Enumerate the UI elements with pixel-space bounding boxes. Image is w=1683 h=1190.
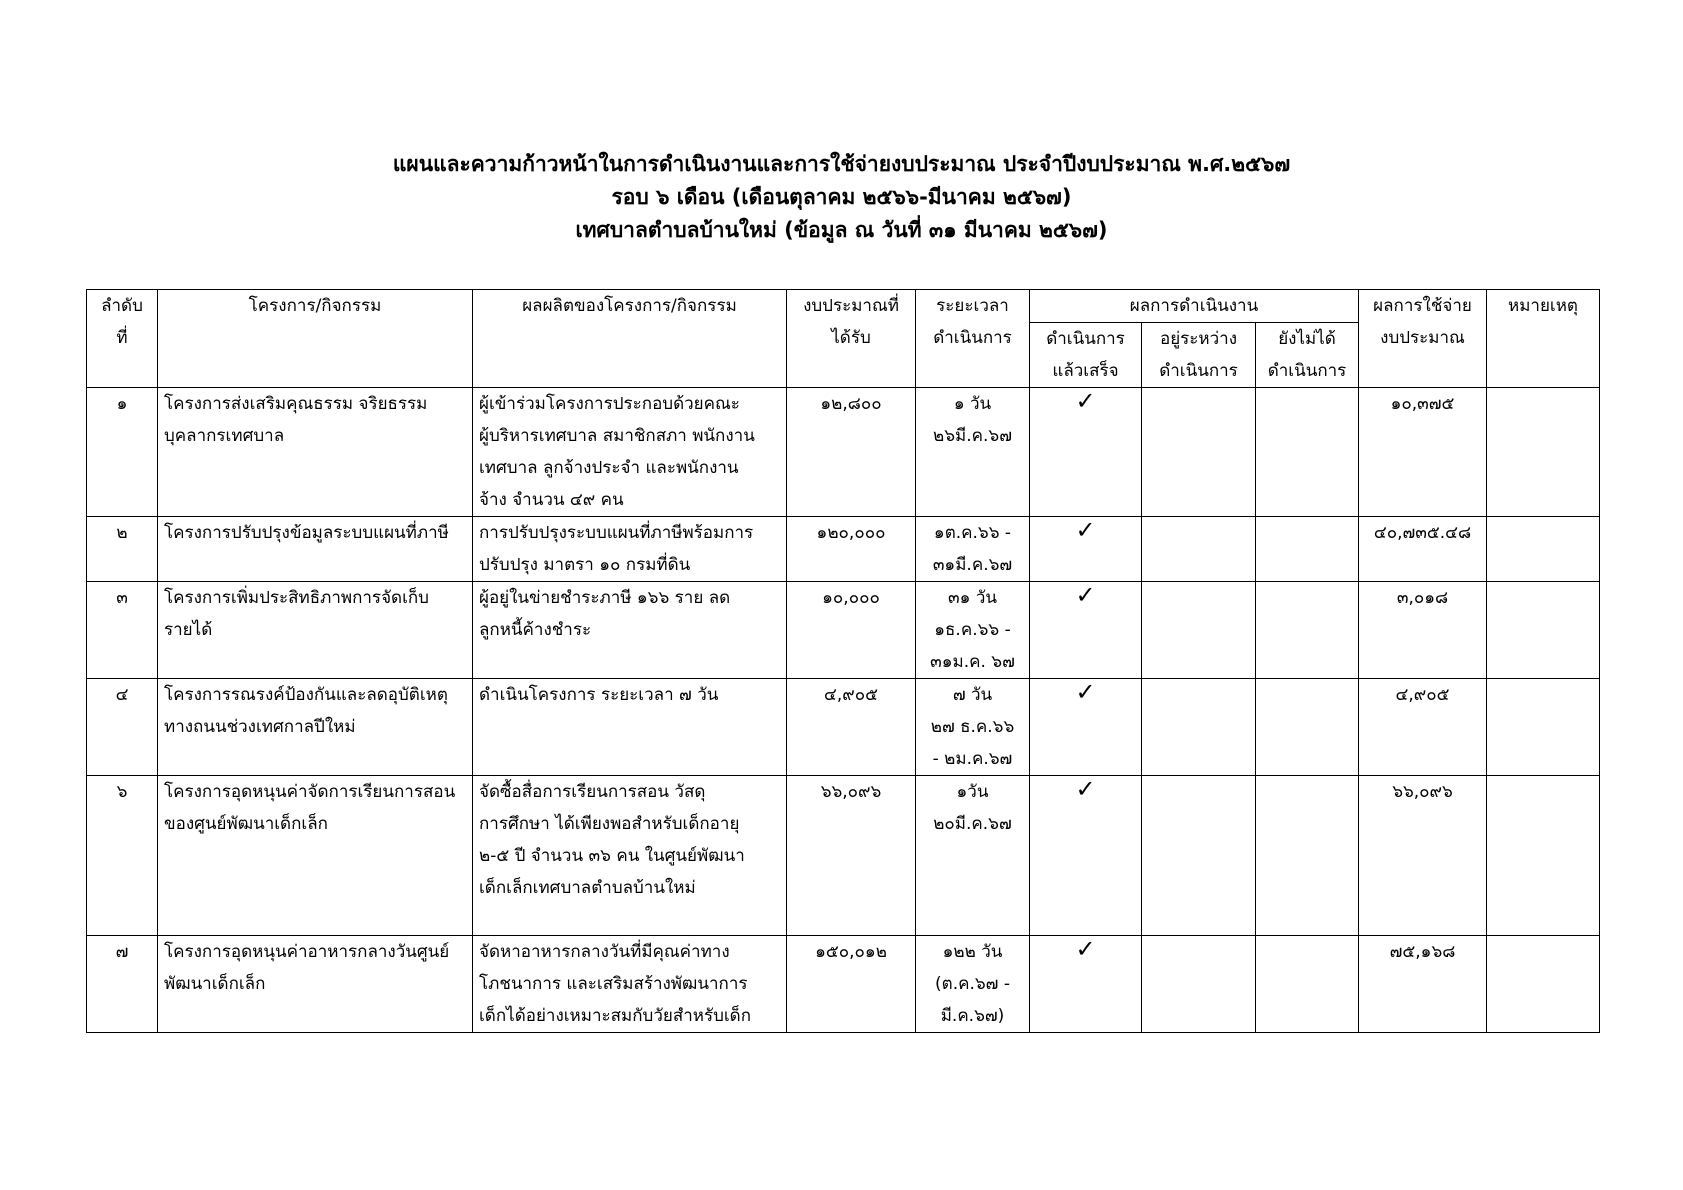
header-done: ดำเนินการ แล้วเสร็จ [1030,323,1142,388]
cell-line: รายได้ [164,620,213,640]
status-in-progress [1142,936,1256,1033]
cell-line: มี.ค.๖๗) [940,1006,1005,1026]
cell-line: พัฒนาเด็กเล็ก [164,974,266,994]
project-name [158,936,473,1033]
table-body [87,388,1600,1033]
check-mark-icon: ✓ [1075,678,1096,706]
cell-line: โภชนาการ และเสริมสร้างพัฒนาการ [479,974,748,994]
check-mark-icon: ✓ [1075,935,1096,963]
status-done [1030,388,1142,517]
remark [1487,679,1600,776]
cell-line: ๒๖มี.ค.๖๗ [933,426,1012,446]
operation-period [916,776,1030,936]
status-in-progress [1142,776,1256,936]
budget-spent: ๗๕,๑๖๘ [1359,936,1487,1033]
budget-received: ๑๕๐,๐๑๒ [787,936,916,1033]
header-output: ผลผลิตของโครงการ/กิจกรรม [473,290,787,388]
table-row [87,582,1600,679]
cell-line: โครงการเพิ่มประสิทธิภาพการจัดเก็บ [164,588,429,608]
project-name [158,776,473,936]
cell-line: ผู้อยู่ในข่ายชำระภาษี ๑๖๖ ราย ลด [479,588,731,608]
cell-line: ลูกหนี้ค้างชำระ [479,620,592,640]
project-output [473,936,787,1033]
table-row [87,936,1600,1033]
cell-line: โครงการอุดหนุนค่าจัดการเรียนการสอน [164,782,456,802]
title-line-3: เทศบาลตำบลบ้านใหม่ (ข้อมูล ณ วันที่ ๓๑ มีนาคม ๒๕๖๗) [575,218,1108,242]
budget-spent: ๔๐,๗๓๕.๔๘ [1359,517,1487,582]
check-mark-icon: ✓ [1075,775,1096,803]
header-no: ลำดับ ที่ [87,290,158,388]
remark [1487,936,1600,1033]
remark [1487,388,1600,517]
status-not-started [1256,936,1359,1033]
document-title [0,148,1683,247]
status-not-started [1256,517,1359,582]
header-result: ผลการดำเนินงาน [1030,290,1359,323]
check-mark-icon: ✓ [1075,387,1096,415]
budget-received: ๑๐,๐๐๐ [787,582,916,679]
progress-table [86,289,1600,1033]
operation-period [916,582,1030,679]
cell-line: ๑วัน [956,782,989,802]
operation-period [916,517,1030,582]
project-output [473,679,787,776]
budget-received: ๖๖,๐๙๖ [787,776,916,936]
status-done [1030,517,1142,582]
cell-line: เด็กได้อย่างเหมาะสมกับวัยสำหรับเด็ก [479,1006,752,1026]
cell-line: จ้าง จำนวน ๔๙ คน [479,490,624,510]
budget-received: ๔,๙๐๕ [787,679,916,776]
cell-line: ดำเนินโครงการ ระยะเวลา ๗ วัน [479,685,719,705]
row-number: ๖ [87,776,158,936]
budget-spent: ๔,๙๐๕ [1359,679,1487,776]
cell-line: จัดซื้อสื่อการเรียนการสอน วัสดุ [479,782,706,802]
header-in-progress: อยู่ระหว่าง ดำเนินการ [1142,323,1256,388]
operation-period [916,388,1030,517]
cell-line: โครงการรณรงค์ป้องกันและลดอุบัติเหตุ [164,685,448,705]
cell-line: ๓๑มี.ค.๖๗ [932,555,1013,575]
cell-line: ๑ วัน [953,394,992,414]
check-mark-icon: ✓ [1075,516,1096,544]
table-row [87,517,1600,582]
cell-line: ปรับปรุง มาตรา ๑๐ กรมที่ดิน [479,555,691,575]
header-budget: งบประมาณที่ ได้รับ [787,290,916,388]
header-remark: หมายเหตุ [1487,290,1600,388]
header-not-started: ยังไม่ได้ ดำเนินการ [1256,323,1359,388]
cell-line: การปรับปรุงระบบแผนที่ภาษีพร้อมการ [479,523,754,543]
project-output [473,776,787,936]
status-in-progress [1142,388,1256,517]
cell-line: จัดหาอาหารกลางวันที่มีคุณค่าทาง [479,942,730,962]
cell-line: ๓๑ วัน [948,588,997,608]
status-not-started [1256,679,1359,776]
row-number: ๓ [87,582,158,679]
cell-line: ของศูนย์พัฒนาเด็กเล็ก [164,814,328,834]
operation-period [916,936,1030,1033]
remark [1487,776,1600,936]
status-done [1030,582,1142,679]
header-period: ระยะเวลา ดำเนินการ [916,290,1030,388]
cell-line: ๓๑ม.ค. ๖๗ [930,652,1015,672]
budget-spent: ๓,๐๑๘ [1359,582,1487,679]
status-in-progress [1142,679,1256,776]
cell-line: ๒๐มี.ค.๖๗ [933,814,1012,834]
cell-line: ๑๒๒ วัน [942,942,1003,962]
status-in-progress [1142,517,1256,582]
budget-spent: ๑๐,๓๗๕ [1359,388,1487,517]
status-not-started [1256,388,1359,517]
header-project: โครงการ/กิจกรรม [158,290,473,388]
title-line-1: แผนและความก้าวหน้าในการดำเนินงานและการใช้จ่ายงบประมาณ ประจำปีงบประมาณ พ.ศ.๒๕๖๗ [392,152,1291,176]
project-name [158,388,473,517]
cell-line: (ต.ค.๖๗ - [935,974,1010,994]
table-row [87,679,1600,776]
budget-spent: ๖๖,๐๙๖ [1359,776,1487,936]
cell-line: ๒๗ ธ.ค.๖๖ [930,717,1015,737]
project-name [158,679,473,776]
status-in-progress [1142,582,1256,679]
row-number: ๗ [87,936,158,1033]
status-done [1030,776,1142,936]
cell-line: ๑ต.ค.๖๖ - [933,523,1012,543]
row-number: ๔ [87,679,158,776]
project-output [473,388,787,517]
cell-line: ๒-๕ ปี จำนวน ๓๖ คน ในศูนย์พัฒนา [479,846,745,866]
cell-line: เด็กเล็กเทศบาลตำบลบ้านใหม่ [479,878,696,898]
cell-line: บุคลากรเทศบาล [164,426,285,446]
status-done [1030,936,1142,1033]
cell-line: ทางถนนช่วงเทศกาลปีใหม่ [164,717,356,737]
header-spent: ผลการใช้จ่าย งบประมาณ [1359,290,1487,388]
operation-period [916,679,1030,776]
remark [1487,517,1600,582]
cell-line: - ๒ม.ค.๖๗ [932,749,1013,769]
cell-line: ๑ธ.ค.๖๖ - [934,620,1011,640]
row-number: ๒ [87,517,158,582]
table-row [87,776,1600,936]
remark [1487,582,1600,679]
cell-line: ผู้บริหารเทศบาล สมาชิกสภา พนักงาน [479,426,755,446]
status-not-started [1256,776,1359,936]
budget-received: ๑๒๐,๐๐๐ [787,517,916,582]
cell-line: เทศบาล ลูกจ้างประจำ และพนักงาน [479,458,739,478]
cell-line: โครงการส่งเสริมคุณธรรม จริยธรรม [164,394,428,414]
cell-line: ผู้เข้าร่วมโครงการประกอบด้วยคณะ [479,394,740,414]
project-output [473,517,787,582]
row-number: ๑ [87,388,158,517]
project-name [158,582,473,679]
project-output [473,582,787,679]
status-not-started [1256,582,1359,679]
check-mark-icon: ✓ [1075,581,1096,609]
cell-line: การศึกษา ได้เพียงพอสำหรับเด็กอายุ [479,814,740,834]
status-done [1030,679,1142,776]
table-row [87,388,1600,517]
title-line-2: รอบ ๖ เดือน (เดือนตุลาคม ๒๕๖๖-มีนาคม ๒๕๖๗) [611,185,1072,209]
budget-received: ๑๒,๘๐๐ [787,388,916,517]
project-name [158,517,473,582]
cell-line: โครงการอุดหนุนค่าอาหารกลางวันศูนย์ [164,942,450,962]
cell-line: โครงการปรับปรุงข้อมูลระบบแผนที่ภาษี [164,523,449,543]
cell-line: ๗ วัน [952,685,993,705]
